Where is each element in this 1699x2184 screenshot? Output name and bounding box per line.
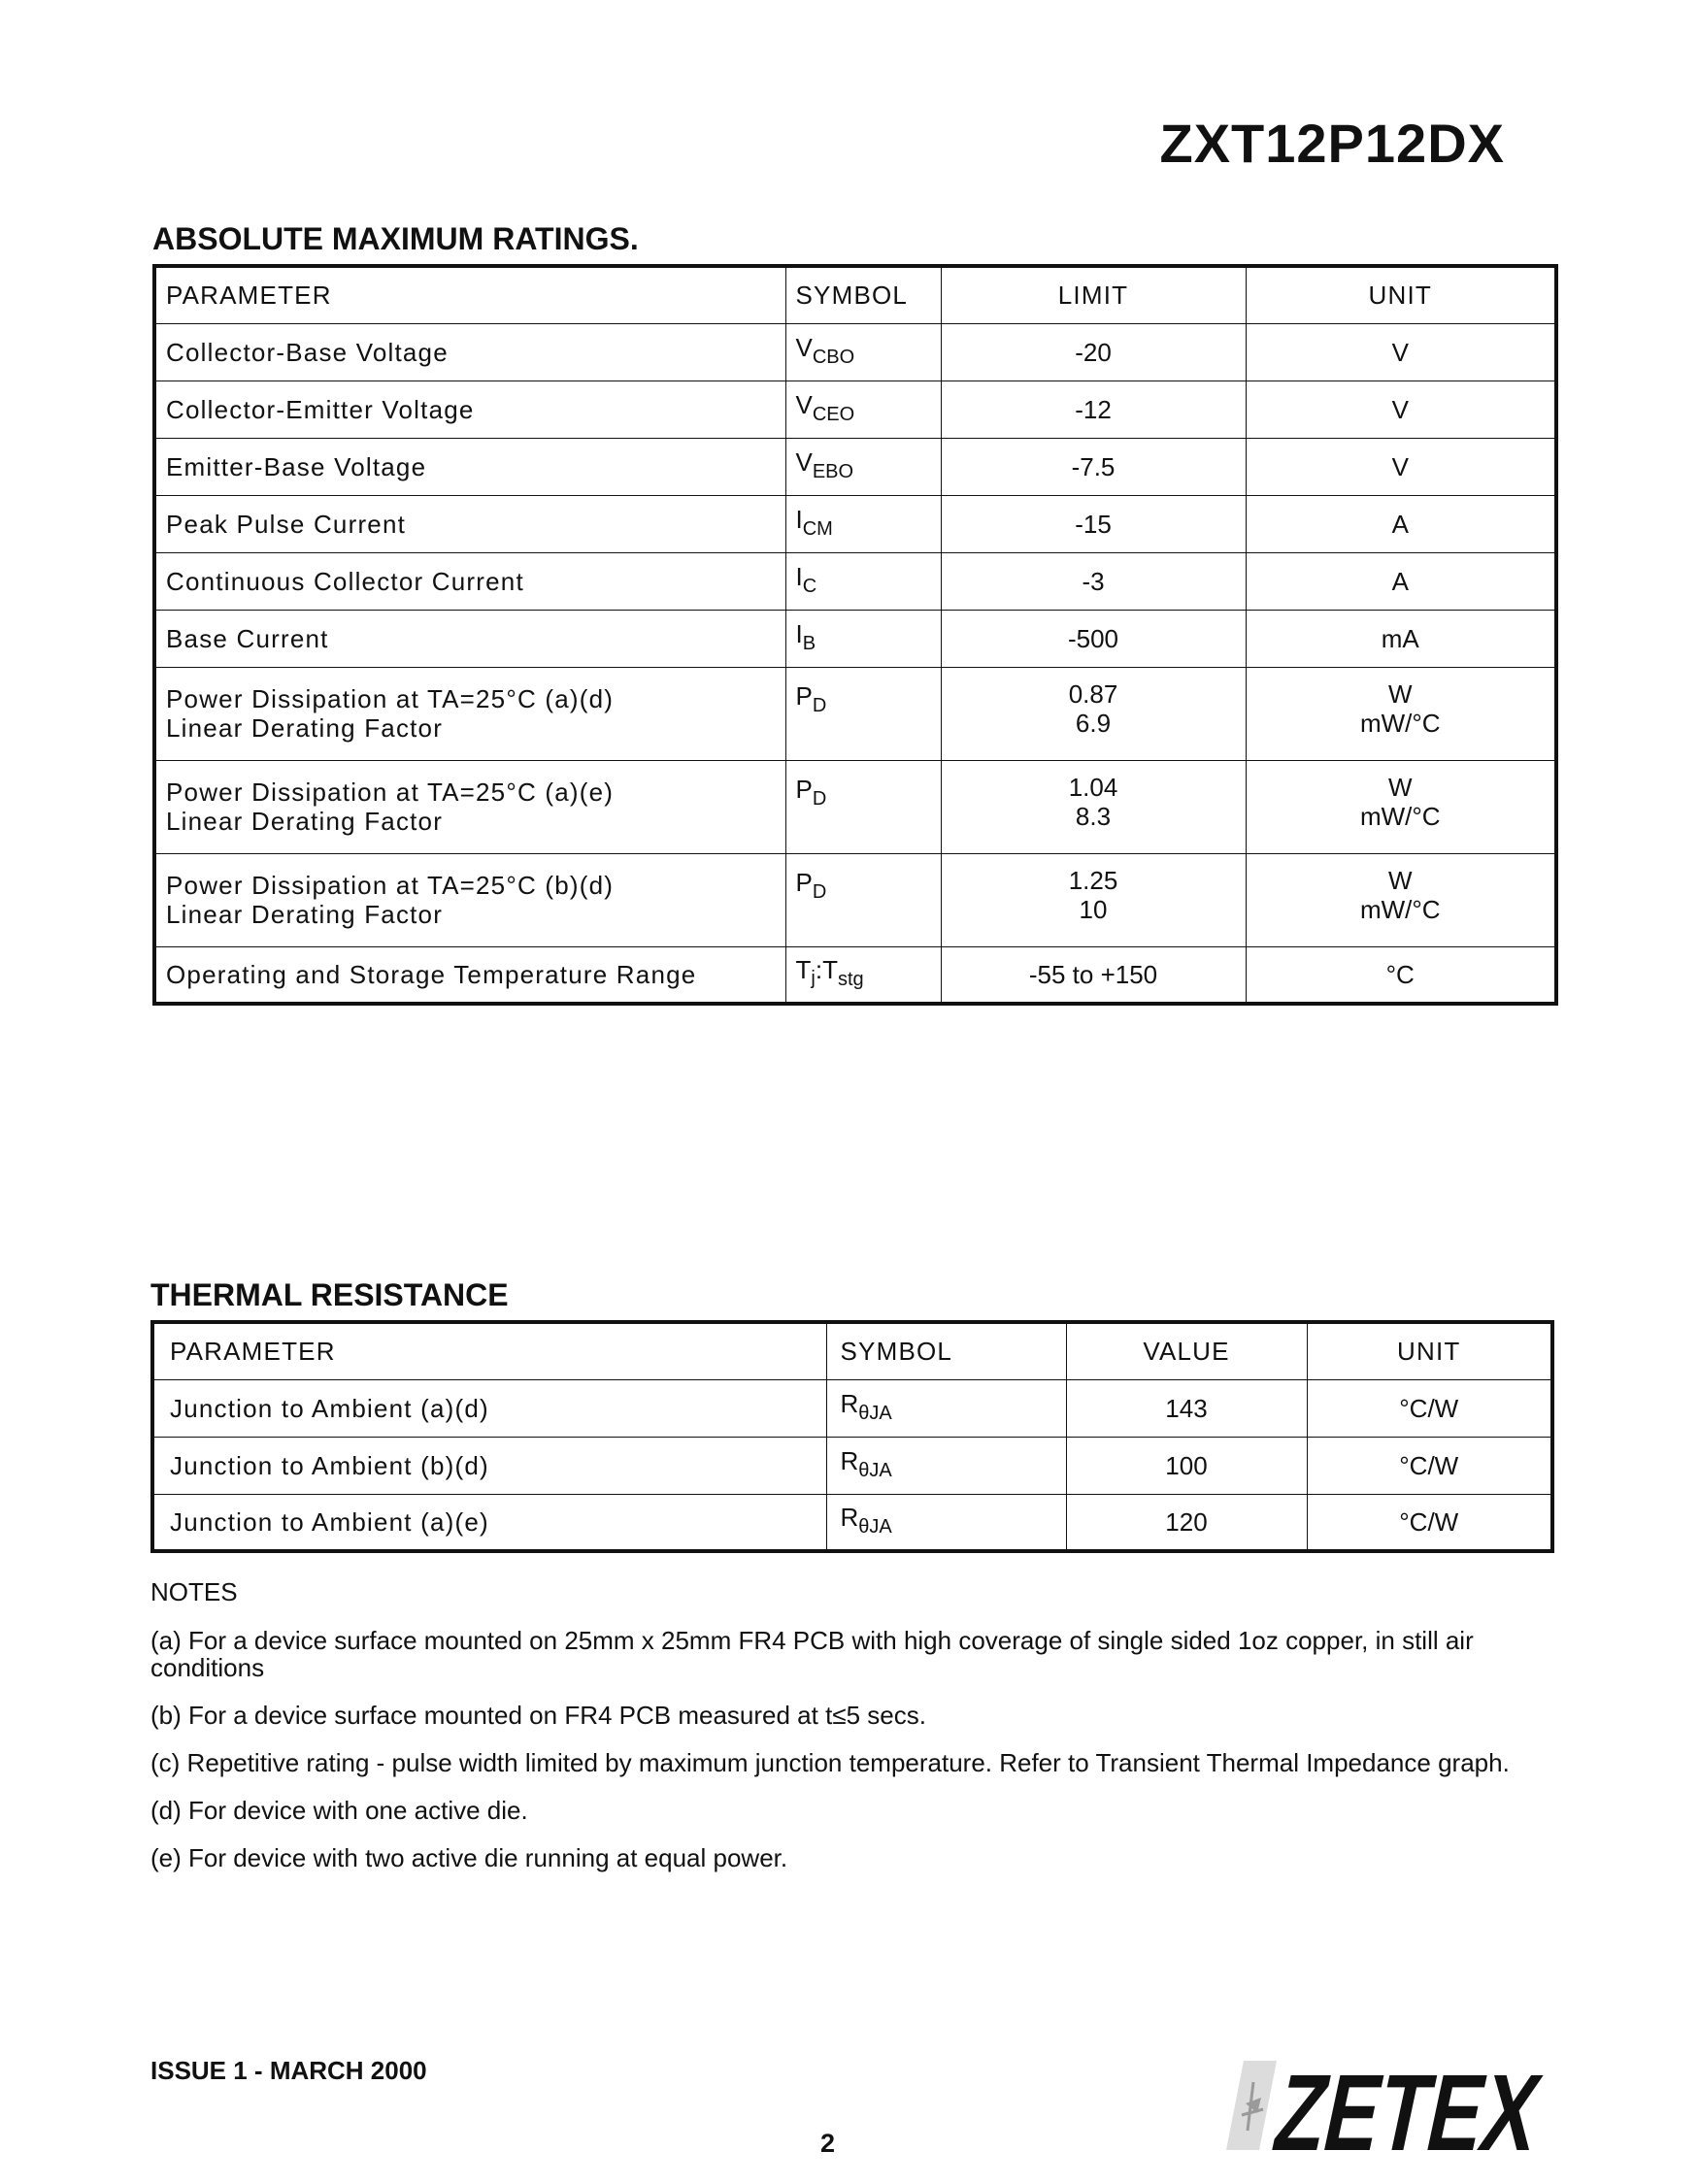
parameter-cell: Junction to Ambient (a)(e) bbox=[152, 1494, 826, 1551]
symbol-cell: $I_{CM}$ bbox=[785, 495, 941, 552]
unit-cell: V bbox=[1246, 438, 1556, 495]
limit-cell: -3 bbox=[941, 552, 1246, 610]
symbol-cell: $R_{\theta JA}$ bbox=[826, 1494, 1066, 1551]
parameter-line: Linear Derating Factor bbox=[166, 807, 444, 836]
parameter-cell bbox=[154, 760, 785, 853]
table-row bbox=[154, 381, 1556, 438]
table-row bbox=[154, 610, 1556, 667]
unit-cell: °C/W bbox=[1307, 1379, 1552, 1437]
unit-cell: V bbox=[1246, 381, 1556, 438]
limit-cell: -20 bbox=[941, 323, 1246, 381]
absolute-max-title: ABSOLUTE MAXIMUM RATINGS. bbox=[152, 221, 639, 256]
table-row bbox=[154, 323, 1556, 381]
notes-title: NOTES bbox=[150, 1577, 238, 1606]
symbol-cell: $V_{CBO}$ bbox=[785, 323, 941, 381]
symbol-cell: $P_D$ bbox=[785, 667, 941, 760]
limit-cell: -500 bbox=[941, 610, 1246, 667]
symbol-cell: $R_{\theta JA}$ bbox=[826, 1379, 1066, 1437]
parameter-line: Linear Derating Factor bbox=[166, 713, 444, 743]
header-symbol: SYMBOL bbox=[826, 1322, 1066, 1379]
table-row bbox=[154, 438, 1556, 495]
limit-cell: -15 bbox=[941, 495, 1246, 552]
unit-cell: W mW/°C bbox=[1246, 853, 1556, 946]
parameter-line: Power Dissipation at TA=25°C (a)(d) bbox=[166, 684, 615, 713]
limit-cell: 1.25 10 bbox=[941, 853, 1246, 946]
header-unit: UNIT bbox=[1307, 1322, 1552, 1379]
parameter-line: Power Dissipation at TA=25°C (a)(e) bbox=[166, 778, 615, 807]
value-cell: 100 bbox=[1066, 1437, 1307, 1494]
parameter-line: Power Dissipation at TA=25°C (b)(d) bbox=[166, 871, 615, 900]
part-number: ZXT12P12DX bbox=[1159, 113, 1505, 174]
limit-cell: 1.04 8.3 bbox=[941, 760, 1246, 853]
symbol-cell: $V_{EBO}$ bbox=[785, 438, 941, 495]
parameter-cell: Base Current bbox=[154, 610, 785, 667]
value-cell: 143 bbox=[1066, 1379, 1307, 1437]
symbol-cell: $I_B$ bbox=[785, 610, 941, 667]
symbol-cell: $I_C$ bbox=[785, 552, 941, 610]
header-parameter: PARAMETER bbox=[152, 1322, 826, 1379]
symbol-cell: $P_D$ bbox=[785, 760, 941, 853]
table-row bbox=[154, 760, 1556, 853]
parameter-cell: Junction to Ambient (a)(d) bbox=[152, 1379, 826, 1437]
limit-cell: -12 bbox=[941, 381, 1246, 438]
limit-cell: 0.87 6.9 bbox=[941, 667, 1246, 760]
table-row bbox=[154, 495, 1556, 552]
header-limit: LIMIT bbox=[941, 266, 1246, 323]
table-header-row bbox=[154, 266, 1556, 323]
parameter-cell bbox=[154, 853, 785, 946]
absolute-max-table bbox=[152, 264, 1558, 1006]
unit-cell: A bbox=[1246, 495, 1556, 552]
unit-cell: V bbox=[1246, 323, 1556, 381]
header-symbol: SYMBOL bbox=[785, 266, 941, 323]
symbol-cell: $T_j:T_{stg}$ bbox=[785, 946, 941, 1004]
parameter-cell bbox=[154, 667, 785, 760]
issue-date: ISSUE 1 - MARCH 2000 bbox=[150, 2056, 427, 2085]
header-value: VALUE bbox=[1066, 1322, 1307, 1379]
unit-cell: W mW/°C bbox=[1246, 667, 1556, 760]
note-e: (e) For device with two active die running at equal power. bbox=[150, 1843, 788, 1872]
symbol-cell: $P_D$ bbox=[785, 853, 941, 946]
parameter-cell: Junction to Ambient (b)(d) bbox=[152, 1437, 826, 1494]
parameter-cell: Operating and Storage Temperature Range bbox=[154, 946, 785, 1004]
unit-cell: mA bbox=[1246, 610, 1556, 667]
symbol-cell: $R_{\theta JA}$ bbox=[826, 1437, 1066, 1494]
table-row bbox=[154, 946, 1556, 1004]
unit-cell: °C/W bbox=[1307, 1494, 1552, 1551]
zetex-logo bbox=[1218, 2051, 1642, 2173]
unit-cell: °C/W bbox=[1307, 1437, 1552, 1494]
value-cell: 120 bbox=[1066, 1494, 1307, 1551]
note-b: (b) For a device surface mounted on FR4 PCB measured at t≤5 secs. bbox=[150, 1701, 926, 1730]
table-row bbox=[154, 853, 1556, 946]
table-row bbox=[152, 1437, 1552, 1494]
limit-cell: -7.5 bbox=[941, 438, 1246, 495]
symbol-cell: $V_{CEO}$ bbox=[785, 381, 941, 438]
zetex-logo-icon bbox=[1218, 2051, 1642, 2173]
thermal-resistance-table bbox=[150, 1320, 1554, 1553]
header-unit: UNIT bbox=[1246, 266, 1556, 323]
unit-cell: W mW/°C bbox=[1246, 760, 1556, 853]
parameter-cell: Emitter-Base Voltage bbox=[154, 438, 785, 495]
parameter-cell: Collector-Emitter Voltage bbox=[154, 381, 785, 438]
parameter-cell: Peak Pulse Current bbox=[154, 495, 785, 552]
table-header-row bbox=[152, 1322, 1552, 1379]
unit-cell: A bbox=[1246, 552, 1556, 610]
parameter-cell: Collector-Base Voltage bbox=[154, 323, 785, 381]
limit-cell: -55 to +150 bbox=[941, 946, 1246, 1004]
parameter-cell: Continuous Collector Current bbox=[154, 552, 785, 610]
thermal-resistance-title: THERMAL RESISTANCE bbox=[150, 1277, 509, 1312]
page-number: 2 bbox=[820, 2129, 836, 2158]
table-row bbox=[154, 552, 1556, 610]
note-c: (c) Repetitive rating - pulse width limited by maximum junction temperature. Refer to Transient Thermal Impedance graph. bbox=[150, 1748, 1510, 1777]
table-row bbox=[154, 667, 1556, 760]
unit-cell: °C bbox=[1246, 946, 1556, 1004]
header-parameter: PARAMETER bbox=[154, 266, 785, 323]
note-a: (a) For a device surface mounted on 25mm x 25mm FR4 PCB with high coverage of single sided 1oz copper, in still air conditions bbox=[150, 1626, 1474, 1682]
note-d: (d) For device with one active die. bbox=[150, 1796, 528, 1825]
svg-text:ZETEX: ZETEX bbox=[1264, 2051, 1642, 2173]
table-row bbox=[152, 1379, 1552, 1437]
notes-section bbox=[150, 1577, 1558, 1892]
table-row bbox=[152, 1494, 1552, 1551]
parameter-line: Linear Derating Factor bbox=[166, 900, 444, 929]
